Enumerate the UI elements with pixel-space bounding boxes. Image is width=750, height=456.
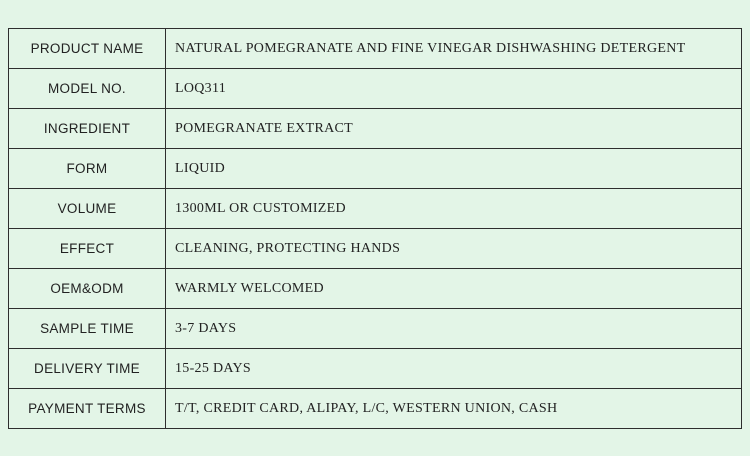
spec-label: PRODUCT NAME [9, 29, 166, 69]
spec-row-payment-terms [9, 389, 742, 429]
spec-row-oem-odm [9, 269, 742, 309]
spec-label: SAMPLE TIME [9, 309, 166, 349]
spec-value: 15-25 DAYS [166, 349, 742, 389]
spec-label: MODEL NO. [9, 69, 166, 109]
spec-label: PAYMENT TERMS [9, 389, 166, 429]
spec-label: OEM&ODM [9, 269, 166, 309]
spec-value: CLEANING, PROTECTING HANDS [166, 229, 742, 269]
spec-value: LIQUID [166, 149, 742, 189]
spec-value: NATURAL POMEGRANATE AND FINE VINEGAR DISHWASHING DETERGENT [166, 29, 742, 69]
spec-row-effect [9, 229, 742, 269]
spec-value: T/T, CREDIT CARD, ALIPAY, L/C, WESTERN UNION, CASH [166, 389, 742, 429]
spec-row-ingredient [9, 109, 742, 149]
product-spec-table [8, 28, 742, 429]
spec-row-delivery-time [9, 349, 742, 389]
spec-row-volume [9, 189, 742, 229]
spec-value: LOQ311 [166, 69, 742, 109]
spec-row-product-name [9, 29, 742, 69]
spec-label: FORM [9, 149, 166, 189]
spec-row-sample-time [9, 309, 742, 349]
spec-row-model-no [9, 69, 742, 109]
spec-value: POMEGRANATE EXTRACT [166, 109, 742, 149]
spec-label: DELIVERY TIME [9, 349, 166, 389]
spec-value: 3-7 DAYS [166, 309, 742, 349]
spec-value: 1300ML OR CUSTOMIZED [166, 189, 742, 229]
spec-row-form [9, 149, 742, 189]
spec-label: EFFECT [9, 229, 166, 269]
spec-value: WARMLY WELCOMED [166, 269, 742, 309]
spec-label: INGREDIENT [9, 109, 166, 149]
spec-label: VOLUME [9, 189, 166, 229]
